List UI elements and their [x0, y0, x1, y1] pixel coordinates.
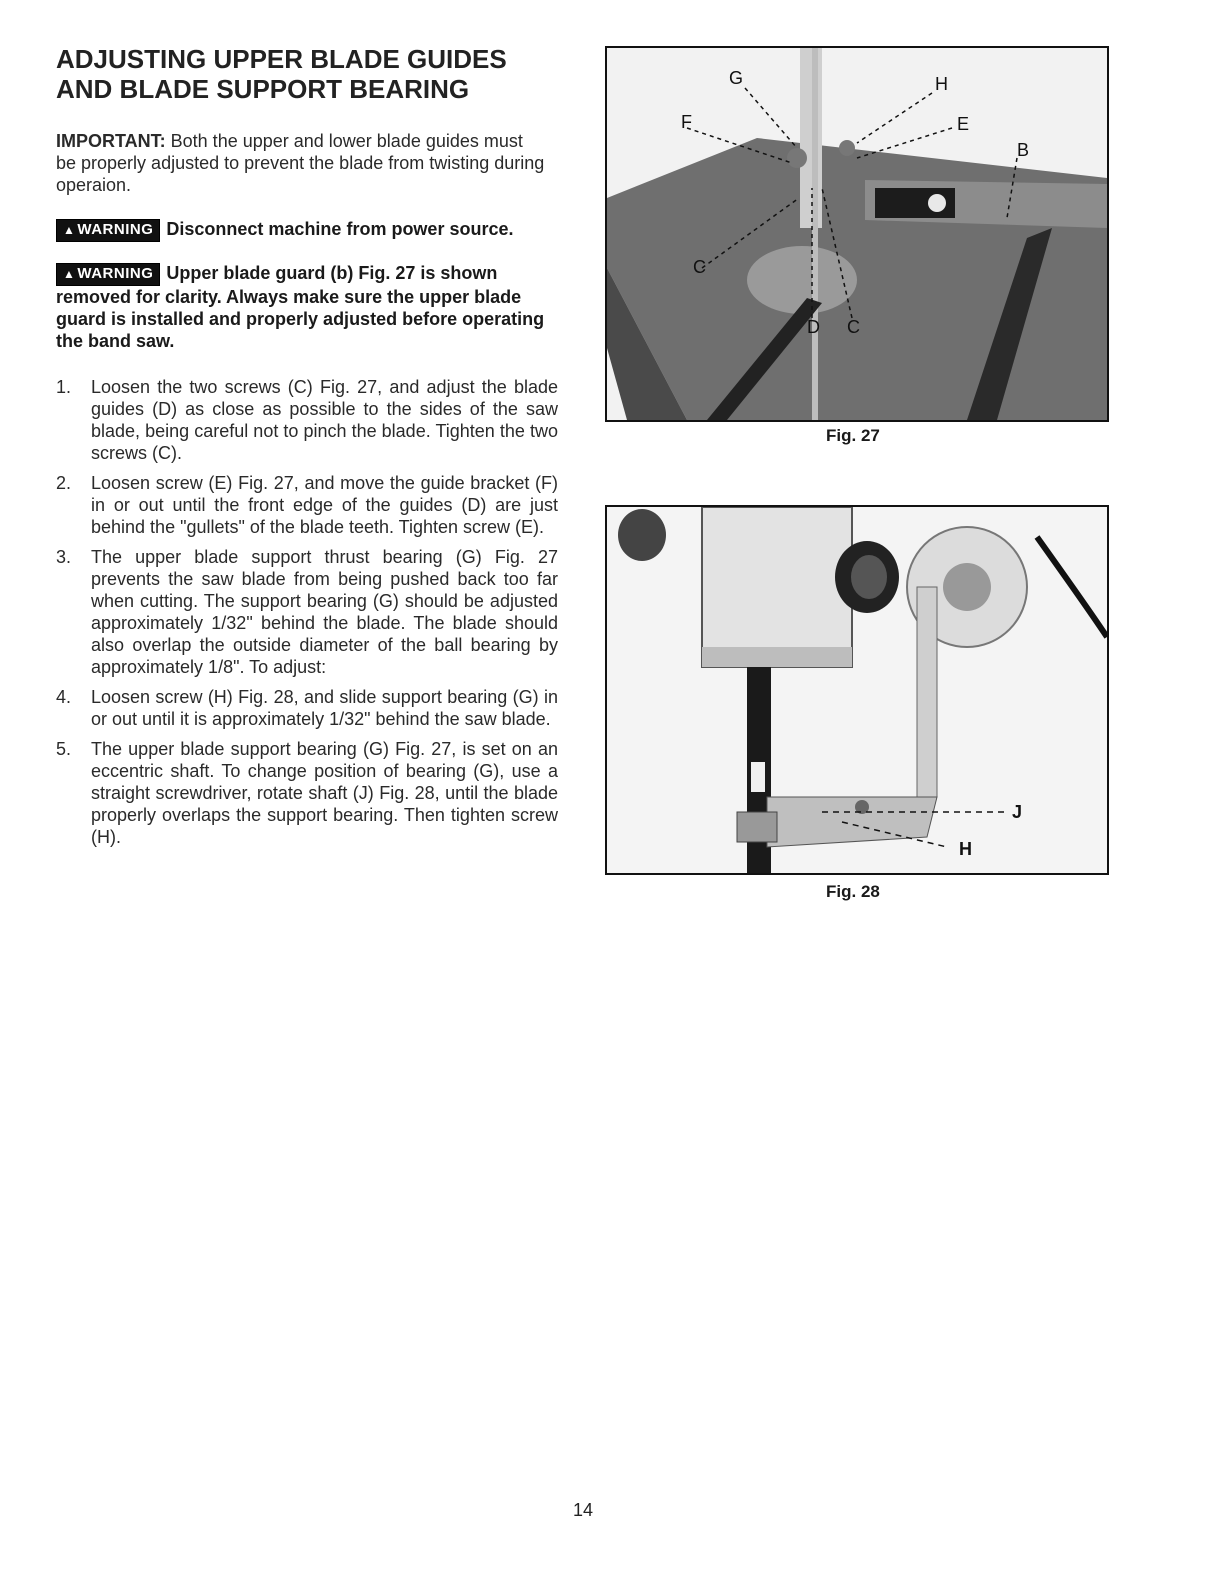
- figure-28-photo: [605, 505, 1109, 875]
- warning-triangle-icon: ▲: [63, 223, 76, 237]
- step-text: Loosen screw (H) Fig. 28, and slide support bearing (G) in or out until it is approximately 1/32" behind the saw blade.: [91, 687, 558, 729]
- list-item: [56, 546, 558, 678]
- list-item: [56, 472, 558, 538]
- warning-badge-text: WARNING: [77, 221, 154, 238]
- list-item: [56, 738, 558, 848]
- label-f: F: [681, 112, 692, 132]
- step-number: 1.: [56, 377, 72, 397]
- figure-28-caption: Fig. 28: [826, 882, 880, 901]
- warning-badge: [56, 219, 160, 242]
- label-h: H: [935, 74, 948, 94]
- warning-badge: [56, 263, 160, 286]
- warning-text: Upper blade guard (b) Fig. 27 is shown removed for clarity. Always make sure the upper blade guard is installed and properly adjusted before operating the band saw.: [56, 263, 545, 351]
- step-number: 4.: [56, 687, 72, 707]
- important-note: [56, 130, 546, 196]
- label-j: J: [1012, 802, 1023, 822]
- section-title: [56, 44, 576, 104]
- warning-blade-guard: [56, 262, 546, 352]
- list-item: [56, 686, 558, 730]
- label-c-right: C: [847, 317, 860, 337]
- warning-disconnect: [56, 218, 556, 242]
- label-e: E: [957, 114, 970, 134]
- label-c-left: C: [693, 257, 706, 277]
- label-b: B: [1017, 140, 1030, 160]
- title-line-2: AND BLADE SUPPORT BEARING: [56, 74, 470, 104]
- important-text: Both the upper and lower blade guides must be properly adjusted to prevent the blade from twisting during operaion.: [56, 131, 545, 195]
- step-text: The upper blade support thrust bearing (G) Fig. 27 prevents the saw blade from being pushed back too far when cutting. The support bearing (G) should be adjusted approximately 1/32" behind the blade. The blade should also overlap the outside diameter of the ball bearing by approximately 1/8". To adjust:: [91, 547, 558, 677]
- page-number: 14: [573, 1500, 594, 1520]
- figure-27-caption: Fig. 27: [826, 426, 880, 445]
- warning-badge-text: WARNING: [77, 265, 154, 282]
- important-label: IMPORTANT:: [56, 131, 166, 151]
- step-number: 3.: [56, 547, 72, 567]
- step-text: Loosen screw (E) Fig. 27, and move the guide bracket (F) in or out until the front edge of the guides (D) are just behind the "gullets" of the blade teeth. Tighten screw (E).: [91, 473, 558, 537]
- list-item: [56, 376, 558, 464]
- warning-text: Disconnect machine from power source.: [166, 219, 514, 239]
- step-number: 5.: [56, 739, 72, 759]
- step-number: 2.: [56, 473, 72, 493]
- label-g: G: [729, 68, 744, 88]
- step-text: The upper blade support bearing (G) Fig. 27, is set on an eccentric shaft. To change position of bearing (G), use a straight screwdriver, rotate shaft (J) Fig. 28, until the blade properly overlaps the support bearing. Then tighten screw (H).: [91, 739, 558, 847]
- label-d: D: [807, 317, 820, 337]
- figure-27-illustration: [607, 48, 1107, 420]
- warning-triangle-icon: ▲: [63, 267, 76, 281]
- figure-27-photo: [605, 46, 1109, 422]
- title-line-1: ADJUSTING UPPER BLADE GUIDES: [56, 44, 507, 74]
- steps-list: [56, 376, 558, 856]
- figure-28-illustration: [607, 507, 1107, 873]
- label-h: H: [959, 839, 972, 859]
- step-text: Loosen the two screws (C) Fig. 27, and adjust the blade guides (D) as close as possible to the sides of the saw blade, being careful not to pinch the blade. Tighten the two screws (C).: [91, 377, 558, 463]
